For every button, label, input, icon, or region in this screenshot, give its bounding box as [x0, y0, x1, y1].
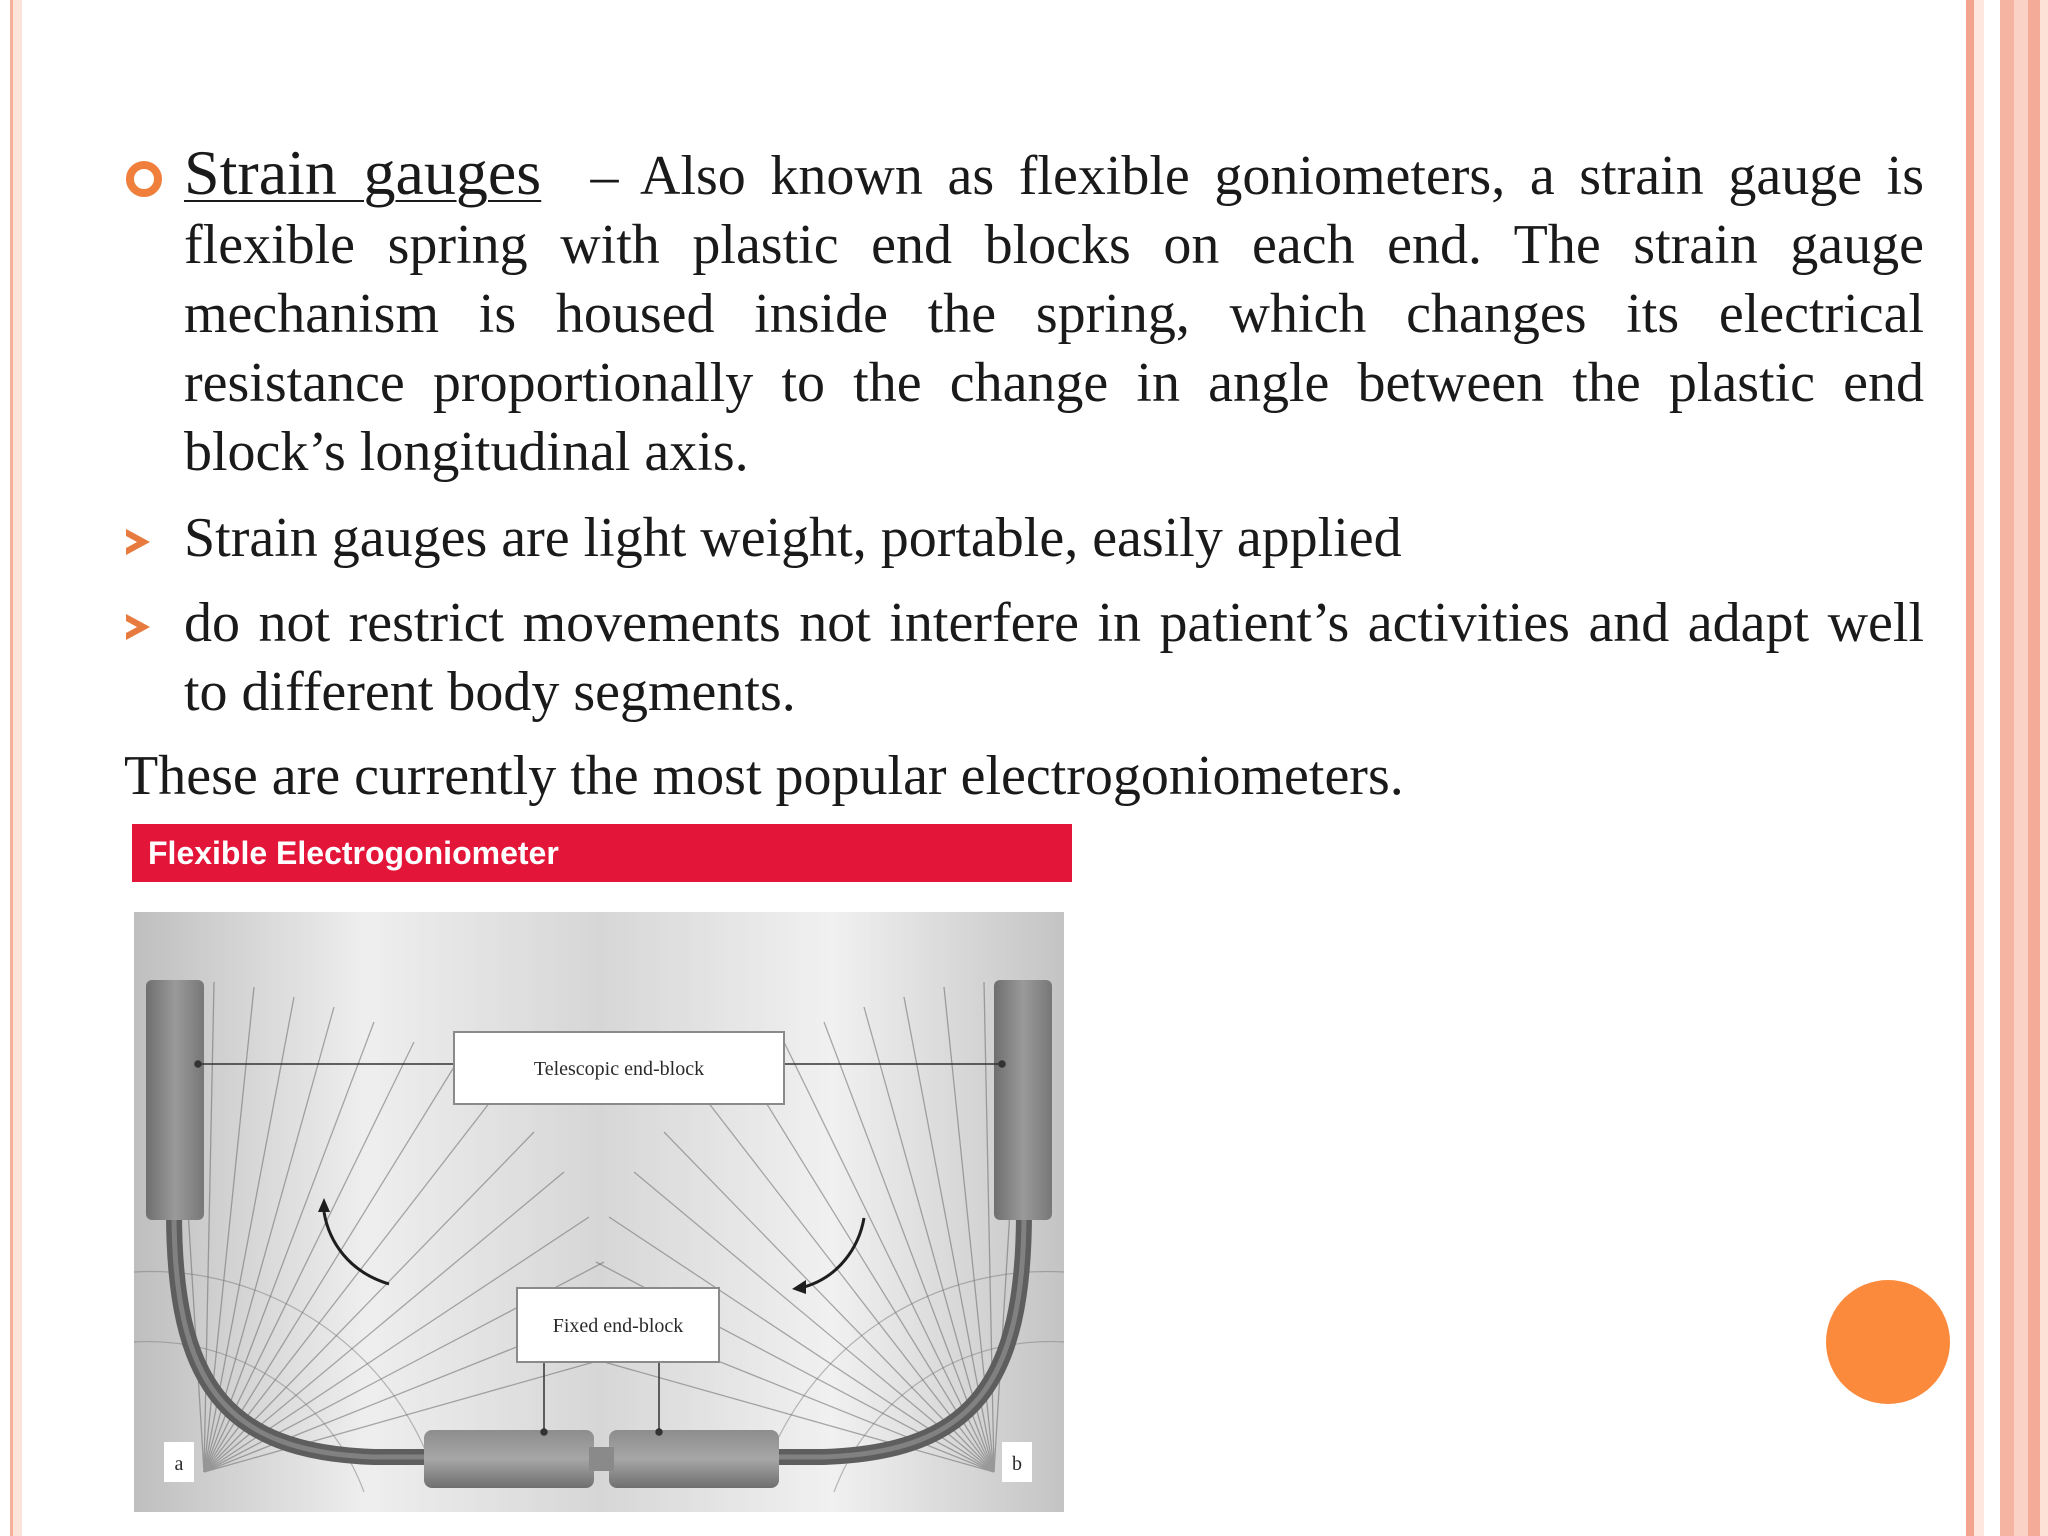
- flexible-electrogoniometer-figure: [126, 820, 1090, 1520]
- strain-gauges-paragraph: [184, 138, 1924, 487]
- right-end-block: [994, 980, 1052, 1220]
- term-dash: –: [590, 145, 619, 207]
- sub-bullet-2: do not restrict movements not interfere in patient’s activities and adapt well to different body segments.: [184, 592, 1924, 723]
- arrow-bullet-icon: [126, 529, 150, 555]
- closing-statement: These are currently the most popular electrogoniometers.: [124, 745, 1404, 807]
- fixed-block-right: [609, 1430, 779, 1488]
- sub-bullet-1: Strain gauges are light weight, portable, easily applied: [184, 507, 1402, 569]
- panel-label-a: a: [174, 1453, 184, 1475]
- panel-label-b: b: [1012, 1453, 1022, 1475]
- fixed-block-left: [424, 1430, 594, 1488]
- left-end-block: [146, 980, 204, 1220]
- figure-header: Flexible Electrogoniometer: [132, 824, 1072, 882]
- fixed-label: Fixed end-block: [552, 1315, 684, 1337]
- strain-gauges-term: Strain gauges: [184, 137, 542, 208]
- orange-decorative-circle: [1826, 1280, 1950, 1404]
- telescopic-label: Telescopic end-block: [533, 1058, 705, 1080]
- arrow-bullet-icon: [126, 614, 150, 640]
- circle-bullet-icon: [126, 161, 162, 197]
- electrogoniometer-diagram: [134, 912, 1064, 1512]
- strain-gauges-description: Also known as flexible goniometers, a strain gauge is flexible spring with plastic end blocks on each end. The strain gauge mechanism is housed inside the spring, which changes its electrical resistance proportionally to the change in angle between the plastic end block’s longitudinal axis.: [184, 145, 1925, 483]
